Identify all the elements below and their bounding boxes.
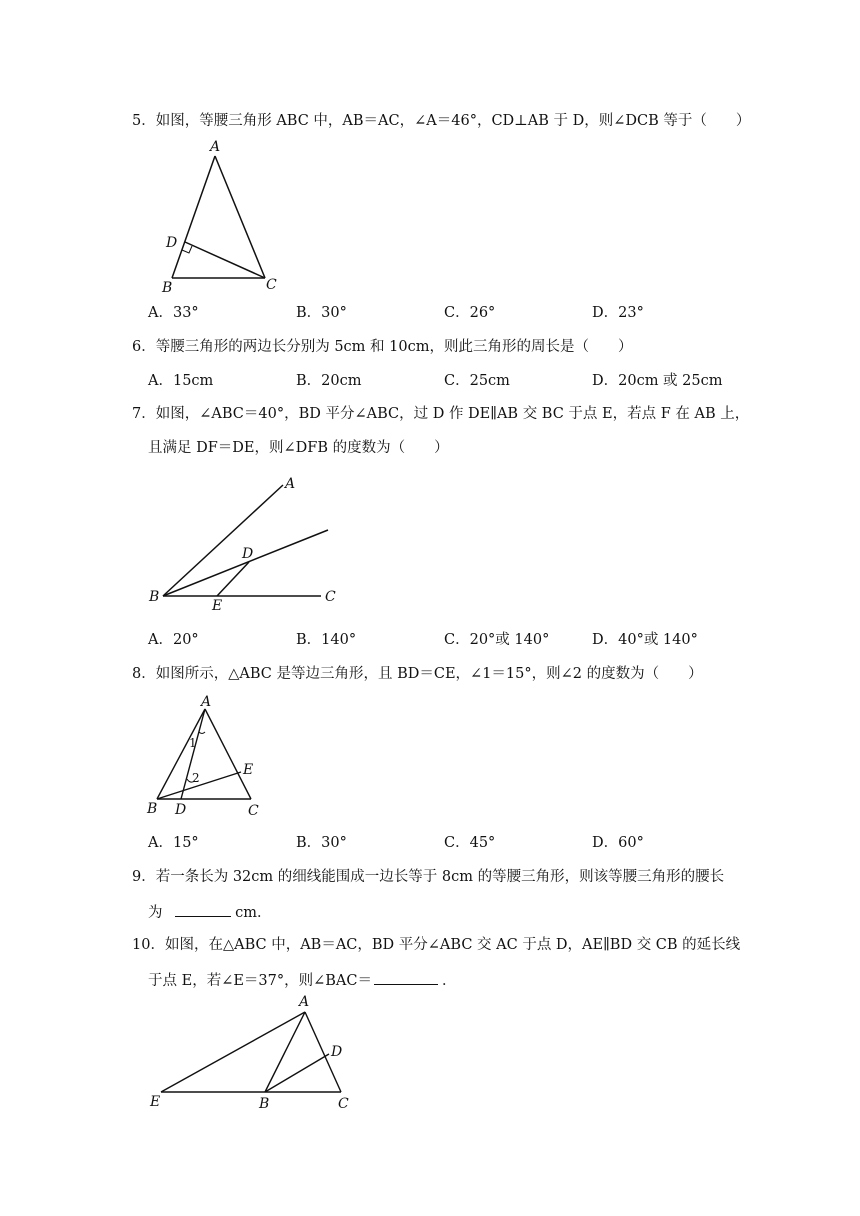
q8-stem: 8．如图所示，△ABC 是等边三角形，且 BD＝CE，∠1＝15°，则∠2 的度数为（ ） <box>132 666 703 682</box>
q9-answer-blank[interactable] <box>175 902 231 917</box>
q6-option-b[interactable]: B．20cm <box>296 373 362 389</box>
q10-stem-line2 <box>148 970 457 990</box>
q9-stem-line2 <box>148 902 271 922</box>
q7-option-b[interactable]: B．140° <box>296 632 357 648</box>
q8-option-a[interactable]: A．15° <box>148 835 199 851</box>
q10-label-e: E <box>150 1094 161 1110</box>
q7-label-a: A <box>285 476 296 492</box>
q6-option-c[interactable]: C．25cm <box>444 373 510 389</box>
q8-label-angle-1: 1 <box>189 736 197 750</box>
q5-label-a: A <box>210 139 221 155</box>
q8-label-angle-2: 2 <box>192 771 200 785</box>
q10-label-a: A <box>299 994 310 1010</box>
q5-label-b: B <box>162 280 173 294</box>
q10-label-b: B <box>259 1096 270 1112</box>
q8-option-b[interactable]: B．30° <box>296 835 347 851</box>
q7-stem-line1: 7．如图，∠ABC＝40°，BD 平分∠ABC，过 D 作 DE∥AB 交 BC 于点 E，若点 F 在 AB 上， <box>132 406 750 422</box>
q8-option-d[interactable]: D．60° <box>592 835 644 851</box>
q7-option-a[interactable]: A．20° <box>148 632 199 648</box>
q5-figure <box>160 138 290 294</box>
q8-figure <box>145 694 275 822</box>
q6-option-a[interactable]: A．15cm <box>148 373 214 389</box>
q8-label-b: B <box>147 801 158 817</box>
q7-label-c: C <box>325 589 336 605</box>
q9-line2-post: cm． <box>235 905 272 921</box>
q8-label-d: D <box>175 802 187 818</box>
q7-label-b: B <box>149 589 160 605</box>
q6-option-d[interactable]: D．20cm 或 25cm <box>592 373 723 389</box>
q5-stem: 5．如图，等腰三角形 ABC 中，AB＝AC，∠A＝46°，CD⊥AB 于 D，则∠DCB 等于（ ） <box>132 113 751 129</box>
q9-stem-line1: 9．若一条长为 32cm 的细线能围成一边长等于 8cm 的等腰三角形，则该等腰三角形的腰长 <box>132 869 725 885</box>
q7-label-d: D <box>242 546 254 562</box>
q10-label-d: D <box>331 1044 343 1060</box>
q5-option-c[interactable]: C．26° <box>444 305 496 321</box>
q9-line2-pre: 为 <box>148 905 163 921</box>
q5-label-d: D <box>166 235 178 251</box>
q5-option-a[interactable]: A．33° <box>148 305 199 321</box>
q7-option-c[interactable]: C．20°或 140° <box>444 632 550 648</box>
q10-stem-line1: 10．如图，在△ABC 中，AB＝AC，BD 平分∠ABC 交 AC 于点 D，AE∥BD 交 CB 的延长线 <box>132 937 741 953</box>
q7-figure <box>145 470 355 614</box>
q8-label-e: E <box>243 762 254 778</box>
q7-label-e: E <box>212 598 223 614</box>
q8-label-c: C <box>248 803 259 819</box>
q8-option-c[interactable]: C．45° <box>444 835 496 851</box>
q10-line2-pre: 于点 E，若∠E＝37°，则∠BAC＝ <box>148 973 372 989</box>
q7-stem-line2: 且满足 DF＝DE，则∠DFB 的度数为（ ） <box>148 440 449 456</box>
q6-stem: 6．等腰三角形的两边长分别为 5cm 和 10cm，则此三角形的周长是（ ） <box>132 339 633 355</box>
q5-label-c: C <box>266 277 277 293</box>
q10-figure <box>145 992 360 1112</box>
q7-option-d[interactable]: D．40°或 140° <box>592 632 698 648</box>
q10-label-c: C <box>338 1096 349 1112</box>
q5-option-b[interactable]: B．30° <box>296 305 347 321</box>
q10-answer-blank[interactable] <box>374 970 438 985</box>
q8-label-a: A <box>201 694 212 710</box>
q10-line2-post: ． <box>442 973 457 989</box>
q5-option-d[interactable]: D．23° <box>592 305 644 321</box>
